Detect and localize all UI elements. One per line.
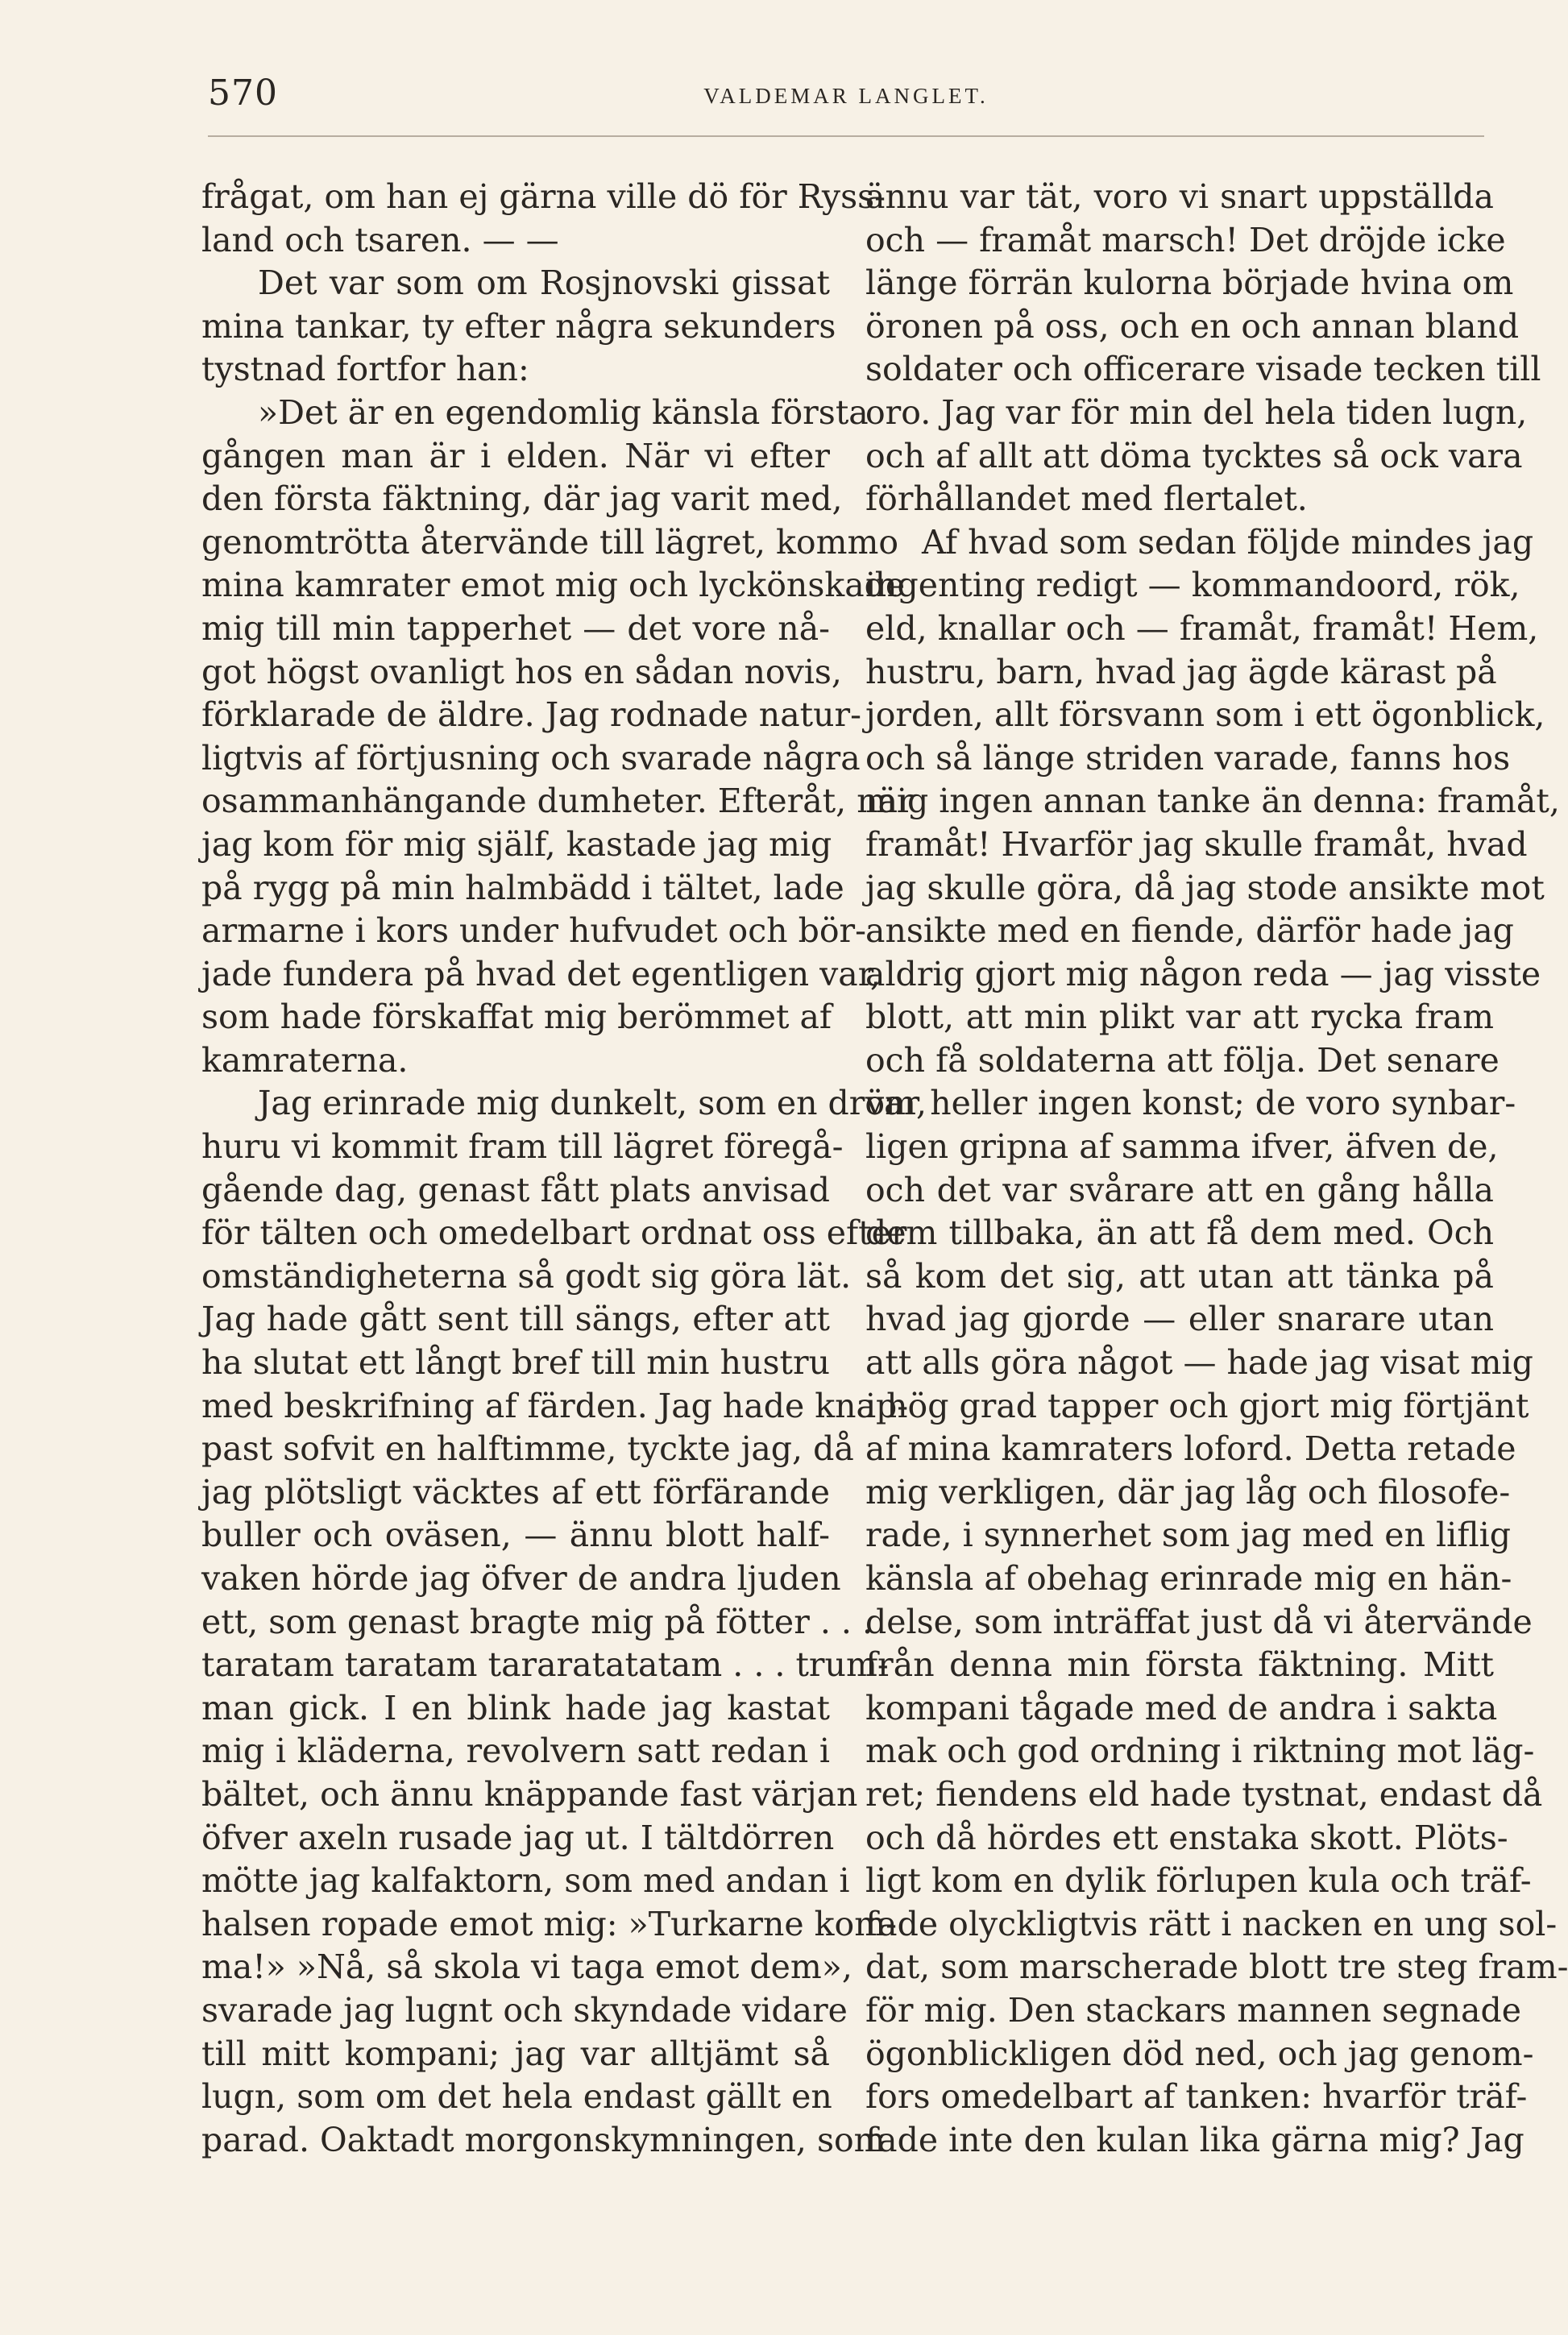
text-line: den första fäktning, där jag varit med, <box>201 479 843 519</box>
text-line: ingenting redigt — kommandoord, rök, <box>865 566 1520 605</box>
text-line: som hade förskaffat mig berömmet af <box>201 997 832 1037</box>
text-line: omständigheterna så godt sig göra lät. <box>201 1256 852 1296</box>
text-line: hustru, barn, hvad jag ägde kärast på <box>865 652 1497 691</box>
text-line: fade inte den kulan lika gärna mig? Jag <box>865 2120 1524 2159</box>
text-line: för tälten och omedelbart ordnat oss efter <box>201 1213 907 1253</box>
left-text-column <box>201 176 927 2162</box>
text-line: »Det är en egendomlig känsla första <box>258 392 869 432</box>
text-line: mina tankar, ty efter några sekunders <box>201 306 836 346</box>
text-line: past sofvit en halftimme, tyckte jag, då <box>201 1429 854 1469</box>
text-line: mig till min tapperhet — det vore nå- <box>201 608 830 648</box>
text-line: ansikte med en fiende, därför hade jag <box>865 911 1514 951</box>
text-line: gången man är i elden. När vi efter <box>201 436 830 475</box>
text-line: mak och god ordning i riktning mot läg- <box>865 1732 1535 1771</box>
text-line: Jag erinrade mig dunkelt, som en dröm, <box>258 1084 927 1123</box>
text-line: soldater och officerare visade tecken till <box>865 350 1541 389</box>
text-line: jag skulle göra, då jag stode ansikte mot <box>865 868 1545 907</box>
text-line: osammanhängande dumheter. Efteråt, när <box>201 782 914 821</box>
text-line: ögonblickligen död ned, och jag genom- <box>865 2034 1534 2073</box>
text-line: och då hördes ett enstaka skott. Plöts- <box>865 1818 1508 1857</box>
text-line: jade fundera på hvad det egentligen var, <box>201 954 881 993</box>
running-head: VALDEMAR LANGLET. <box>703 84 989 108</box>
text-line: så kom det sig, att utan att tänka på <box>865 1256 1494 1296</box>
header-rule <box>208 135 1484 137</box>
text-line: till mitt kompani; jag var alltjämt så <box>201 2034 830 2073</box>
text-line: förklarade de äldre. Jag rodnade natur- <box>201 695 861 735</box>
page-number: 570 <box>208 73 278 114</box>
text-line: lugn, som om det hela endast gällt en <box>201 2077 832 2117</box>
text-line: länge förrän kulorna började hvina om <box>865 263 1514 303</box>
text-line: öfver axeln rusade jag ut. I tältdörren <box>201 1818 835 1857</box>
text-line: i hög grad tapper och gjort mig förtjänt <box>865 1386 1529 1425</box>
text-line: och — framåt marsch! Det dröjde icke <box>865 220 1506 259</box>
text-line: armarne i kors under hufvudet och bör- <box>201 911 867 951</box>
text-line: ligtvis af förtjusning och svarade några <box>201 738 861 778</box>
text-line: jorden, allt försvann som i ett ögonblick, <box>865 695 1545 735</box>
text-line: bältet, och ännu knäppande fast värjan <box>201 1774 858 1814</box>
text-line: dat, som marscherade blott tre steg fram- <box>865 1947 1568 1987</box>
text-line: mig i kläderna, revolvern satt redan i <box>201 1732 830 1771</box>
text-line: jag kom för mig själf, kastade jag mig <box>201 824 832 864</box>
text-line: var heller ingen konst; de voro synbar- <box>865 1084 1516 1123</box>
text-line: taratam taratam tararatatatam . . . trum- <box>201 1645 889 1685</box>
text-line: delse, som inträffat just då vi återvände <box>865 1602 1533 1641</box>
right-text-column <box>865 176 1568 2162</box>
text-line: och det var svårare att en gång hålla <box>865 1170 1494 1209</box>
text-line: halsen ropade emot mig: »Turkarne kom- <box>201 1904 897 1943</box>
text-line: got högst ovanligt hos en sådan novis, <box>201 652 842 691</box>
text-line: blott, att min plikt var att rycka fram <box>865 997 1494 1037</box>
text-line: ett, som genast bragte mig på fötter . . . <box>201 1602 873 1641</box>
text-line: kompani tågade med de andra i sakta <box>865 1688 1498 1727</box>
text-line: vaken hörde jag öfver de andra ljuden <box>201 1559 841 1598</box>
text-line: land och tsaren. — — <box>201 220 559 259</box>
text-line: ret; fiendens eld hade tystnat, endast då <box>865 1774 1543 1814</box>
text-line: med beskrifning af färden. Jag hade knap- <box>201 1386 909 1425</box>
text-line: och få soldaterna att följa. Det senare <box>865 1040 1500 1080</box>
text-line: jag plötsligt väcktes af ett förfärande <box>201 1472 830 1512</box>
text-line: mina kamrater emot mig och lyckönskade <box>201 566 906 605</box>
text-line: och af allt att döma tycktes så ock vara <box>865 436 1523 475</box>
text-line: Jag hade gått sent till sängs, efter att <box>201 1300 830 1339</box>
text-line: kamraterna. <box>201 1040 409 1080</box>
text-line: ligen gripna af samma ifver, äfven de, <box>865 1127 1499 1167</box>
text-line: för mig. Den stackars mannen segnade <box>865 1990 1521 2030</box>
text-line: ha slutat ett långt bref till min hustru <box>201 1343 830 1383</box>
text-line: känsla af obehag erinrade mig en hän- <box>865 1559 1512 1598</box>
text-line: och så länge striden varade, fanns hos <box>865 738 1511 778</box>
text-line: ännu var tät, voro vi snart uppställda <box>865 177 1494 216</box>
text-line: Det var som om Rosjnovski gissat <box>258 263 830 303</box>
text-line: parad. Oaktadt morgonskymningen, som <box>201 2120 886 2159</box>
text-line: förhållandet med flertalet. <box>865 479 1308 519</box>
text-line: eld, knallar och — framåt, framåt! Hem, <box>865 608 1539 648</box>
text-line: framåt! Hvarför jag skulle framåt, hvad <box>865 824 1528 864</box>
text-line: på rygg på min halmbädd i tältet, lade <box>201 868 844 907</box>
text-line: buller och oväsen, — ännu blott half- <box>201 1516 830 1555</box>
text-line: gående dag, genast fått plats anvisad <box>201 1170 830 1209</box>
text-line: dem tillbaka, än att få dem med. Och <box>865 1213 1494 1253</box>
text-line: frågat, om han ej gärna ville dö för Ryss- <box>201 177 886 216</box>
text-line: från denna min första fäktning. Mitt <box>865 1645 1494 1685</box>
text-line: oro. Jag var för min del hela tiden lugn, <box>865 392 1528 432</box>
text-line: aldrig gjort mig någon reda — jag visste <box>865 954 1541 993</box>
text-line: ma!» »Nå, så skola vi taga emot dem», <box>201 1947 852 1987</box>
text-line: svarade jag lugnt och skyndade vidare <box>201 1990 848 2030</box>
page-header <box>208 68 1484 126</box>
text-line: fade olyckligtvis rätt i nacken en ung sol- <box>865 1904 1558 1943</box>
text-line: genomtrötta återvände till lägret, kommo <box>201 522 899 562</box>
text-line: ligt kom en dylik förlupen kula och träf- <box>865 1861 1532 1901</box>
text-line: mig ingen annan tanke än denna: framåt, <box>865 782 1560 821</box>
text-line: Af hvad som sedan följde mindes jag <box>922 522 1534 562</box>
text-line: fors omedelbart af tanken: hvarför träf- <box>865 2077 1528 2117</box>
text-line: af mina kamraters loford. Detta retade <box>865 1429 1516 1469</box>
text-line: tystnad fortfor han: <box>201 350 529 389</box>
text-line: huru vi kommit fram till lägret föregå- <box>201 1127 844 1167</box>
text-line: mig verkligen, där jag låg och filosofe- <box>865 1472 1511 1512</box>
text-line: man gick. I en blink hade jag kastat <box>201 1688 830 1727</box>
text-line: hvad jag gjorde — eller snarare utan <box>865 1300 1494 1339</box>
text-line: mötte jag kalfaktorn, som med andan i <box>201 1861 850 1901</box>
text-line: att alls göra något — hade jag visat mig <box>865 1343 1533 1383</box>
text-line: öronen på oss, och en och annan bland <box>865 306 1520 346</box>
text-line: rade, i synnerhet som jag med en liflig <box>865 1516 1511 1555</box>
